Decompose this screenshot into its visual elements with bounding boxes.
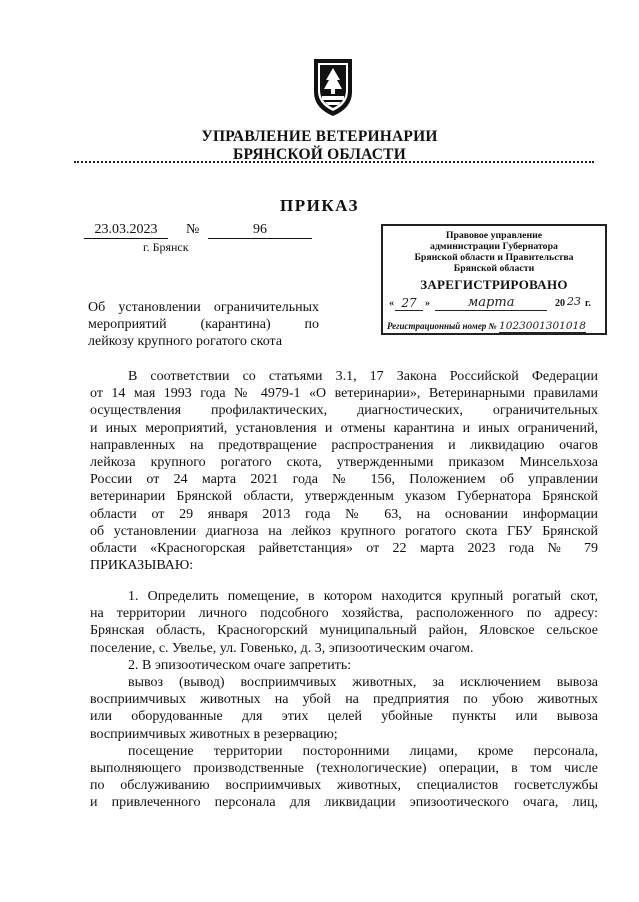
stamp-year-suffix: 23 (567, 295, 581, 308)
order-number-sign: № (186, 222, 200, 237)
body-line: осуществления профилактических, диагностических, ограничительных (90, 403, 598, 419)
stamp-day: 27 (395, 296, 423, 311)
body-line: и привлеченного персонала для ликвидации эпизоотического очага, лиц, (90, 795, 598, 811)
body-line: лейкоза крупного рогатого скота, утвержденными приказом Минсельхоза (90, 455, 598, 471)
body-line: на территории личного подсобного хозяйства, расположенного по адресу: (90, 606, 598, 622)
body-line: выполняющего производственные (технологические) операции, в том числе (90, 761, 598, 777)
order-city: г. Брянск (143, 240, 189, 254)
body-line: области «Красногорская райветстанция» от 22 марта 2023 года № 79 (90, 541, 598, 557)
order-number: 96 (208, 221, 312, 239)
item-2-heading: 2. В эпизоотическом очаге запретить: (128, 657, 352, 673)
org-name-line1: УПРАВЛЕНИЕ ВЕТЕРИНАРИИ (201, 128, 438, 145)
body-line: об установлении диагноза на лейкоз крупного рогатого скота ГБУ Брянской (90, 523, 598, 539)
order-date: 23.03.2023 (84, 221, 168, 239)
header-divider (74, 161, 594, 163)
stamp-year-prefix: 20 (555, 298, 565, 309)
body-line: области от 29 января 2013 года № 63, на основании информации (90, 506, 598, 522)
body-line: 1. Определить помещение, в котором находится крупный рогатый скот, (128, 589, 598, 604)
body-line: направленных на предотвращение распространения и ликвидацию очагов (90, 437, 598, 453)
coat-of-arms-icon (311, 56, 355, 118)
stamp-registered: ЗАРЕГИСТРИРОВАНО (420, 277, 568, 292)
body-line: ветеринарии Брянской области, утвержденным указом Губернатора Брянской (90, 489, 598, 505)
stamp-line-3: Брянской области и Правительства (414, 252, 574, 263)
body-line: В соответствии со статьями 3.1, 17 Закона Российской Федерации (128, 369, 598, 384)
stamp-line-2: администрации Губернатора (430, 241, 558, 252)
subject-line: мероприятий (карантина) по (88, 317, 319, 332)
registration-stamp (381, 224, 607, 335)
stamp-reg-number: 1023001301018 (499, 320, 586, 332)
order-word: ПРИКАЗЫВАЮ: (90, 558, 194, 574)
body-line: от 14 мая 1993 года № 4979-1 «О ветеринарии», Ветеринарными правилами (90, 386, 598, 402)
stamp-year-unit: г. (585, 298, 591, 309)
body-line: или оборудованные для этих целей убойные пункты или вывоза (90, 709, 598, 725)
body-line: посещение территории посторонними лицами, кроме персонала, (128, 743, 598, 759)
document-title: ПРИКАЗ (280, 196, 359, 215)
stamp-reg-number-line (387, 320, 603, 332)
stamp-reg-label: Регистрационный номер № (387, 321, 497, 331)
stamp-date-line: « 27 » марта 20 23 г. (389, 295, 591, 310)
stamp-line-4: Брянской области (453, 263, 535, 274)
body-line: России от 24 марта 2021 года № 156, Положением об управлении (90, 472, 598, 488)
stamp-line-1: Правовое управление (445, 230, 543, 241)
body-line: восприимчивых животных в резервацию; (90, 726, 338, 742)
body-line: вывоз (вывод) восприимчивых животных, за исключением вывоза (128, 675, 598, 691)
item-1 (90, 588, 598, 812)
order-subject (88, 299, 319, 350)
stamp-month: марта (435, 295, 547, 311)
org-name-line2: БРЯНСКОЙ ОБЛАСТИ (233, 146, 406, 163)
preamble (90, 368, 598, 574)
subject-line: Об установлении ограничительных (88, 300, 319, 315)
body-line: и иных мероприятий, установления и отмены карантина и иных ограничений, (90, 420, 598, 436)
body-line: по обслуживанию восприимчивых животных, специалистов госветслужбы (90, 778, 598, 794)
body-line: поселение, с. Увелье, ул. Говенько, д. 3, эпизоотическим очагом. (90, 640, 474, 656)
body-line: Брянская область, Красногорский муниципальный район, Яловское сельское (90, 623, 598, 639)
body-line: восприимчивых животных на убой на предприятия по убою животных (90, 692, 598, 708)
subject-line: лейкозу крупного рогатого скота (88, 334, 283, 349)
